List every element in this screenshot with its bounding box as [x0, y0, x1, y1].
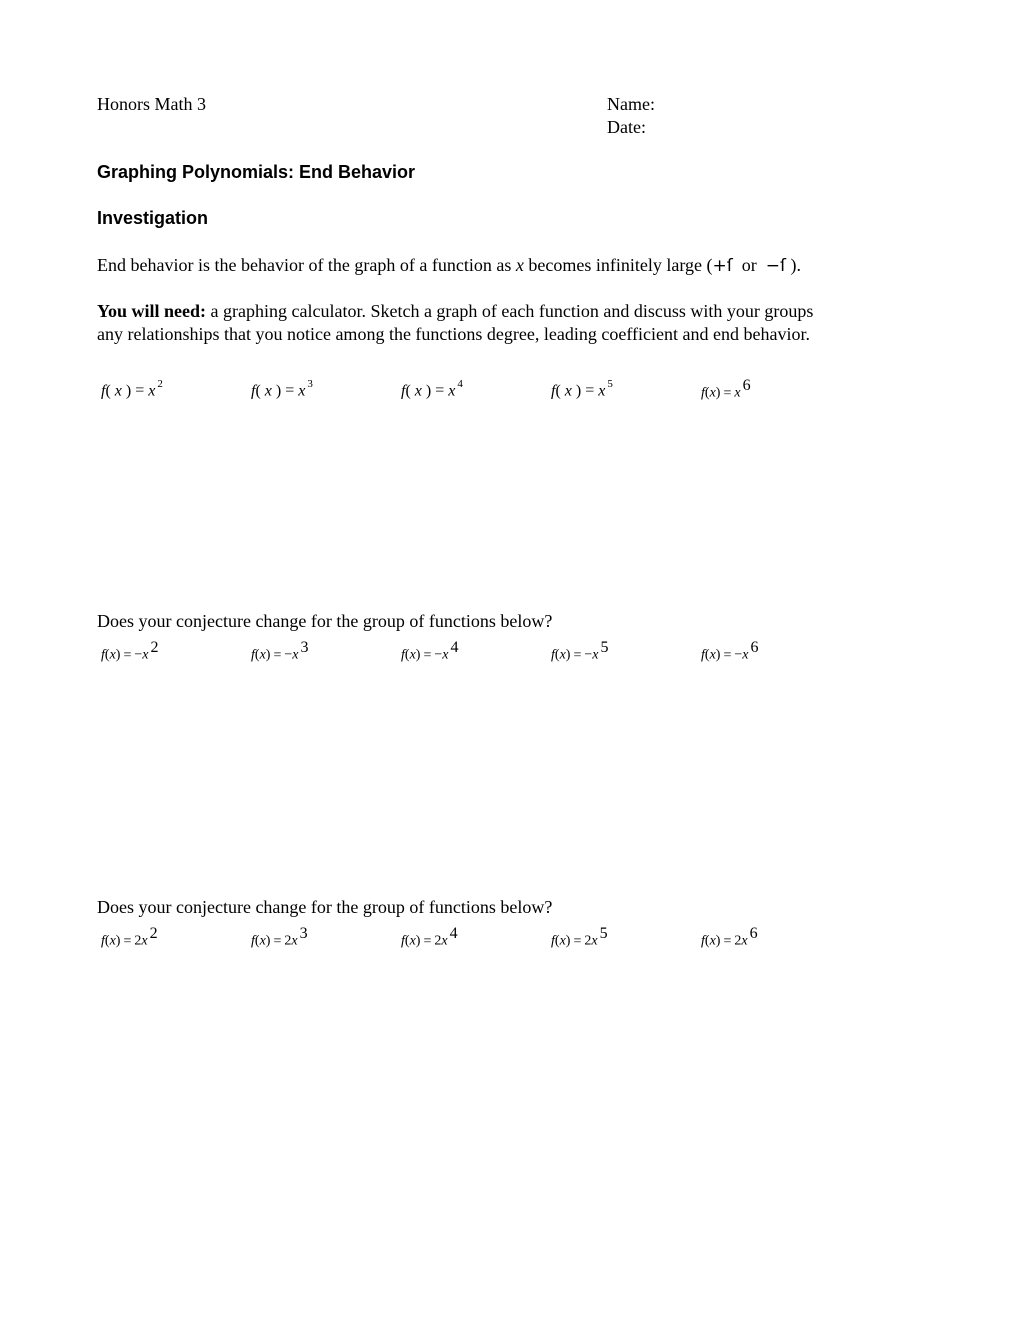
name-label: Name:	[607, 94, 655, 114]
formula-2x-fourth: f(x) = 2x $^4$	[401, 925, 458, 949]
formula-x-squared: f( x ) = x $^2$	[101, 378, 163, 400]
date-label: Date:	[607, 117, 646, 137]
formula-neg-x-cubed: f(x) = −x $^3$	[251, 639, 309, 663]
formula-2x-cubed: f(x) = 2x $^3$	[251, 925, 308, 949]
formula-neg-x-squared: f(x) = −x $^2$	[101, 639, 159, 663]
intro-or: or	[741, 255, 757, 275]
formula-neg-x-fifth: f(x) = −x $^5$	[551, 639, 609, 663]
formula-x-fourth: f( x ) = x $^4$	[401, 378, 463, 400]
negative-infinity-symbol: −ſ	[765, 256, 786, 276]
course-title: Honors Math 3	[97, 94, 206, 114]
intro-paragraph	[97, 254, 801, 277]
instructions-rest: a graphing calculator. Sketch a graph of each function and discuss with your groups	[206, 301, 814, 321]
intro-text-middle: becomes infinitely large (	[523, 255, 713, 275]
conjecture-question-3: Does your conjecture change for the group of functions below?	[97, 897, 553, 917]
formula-2x-fifth: f(x) = 2x $^5$	[551, 925, 608, 949]
formula-neg-x-sixth: f(x) = −x $^6$	[701, 639, 759, 663]
formula-x-cubed: f( x ) = x $^3$	[251, 378, 313, 400]
worksheet-title: Graphing Polynomials: End Behavior	[97, 162, 416, 182]
formula-2x-sixth: f(x) = 2x $^6$	[701, 925, 758, 949]
formula-2x-squared: f(x) = 2x $^2$	[101, 925, 158, 949]
intro-text-start: End behavior is the behavior of the graph of a function as	[97, 255, 516, 275]
positive-infinity-symbol: +ſ	[712, 256, 733, 276]
intro-close: ).	[790, 255, 801, 275]
instructions-line-1	[97, 300, 813, 322]
formula-x-sixth: f(x) = x $^6$	[701, 377, 751, 401]
intro-variable: x	[515, 255, 524, 275]
formula-neg-x-fourth: f(x) = −x $^4$	[401, 639, 459, 663]
instructions-lead: You will need:	[97, 301, 207, 321]
formula-x-fifth: f( x ) = x $^5$	[551, 378, 613, 400]
conjecture-question-2: Does your conjecture change for the group of functions below?	[97, 611, 553, 631]
section-heading: Investigation	[97, 208, 209, 228]
instructions-line-2: any relationships that you notice among the functions degree, leading coefficient and end behavior.	[97, 324, 810, 344]
